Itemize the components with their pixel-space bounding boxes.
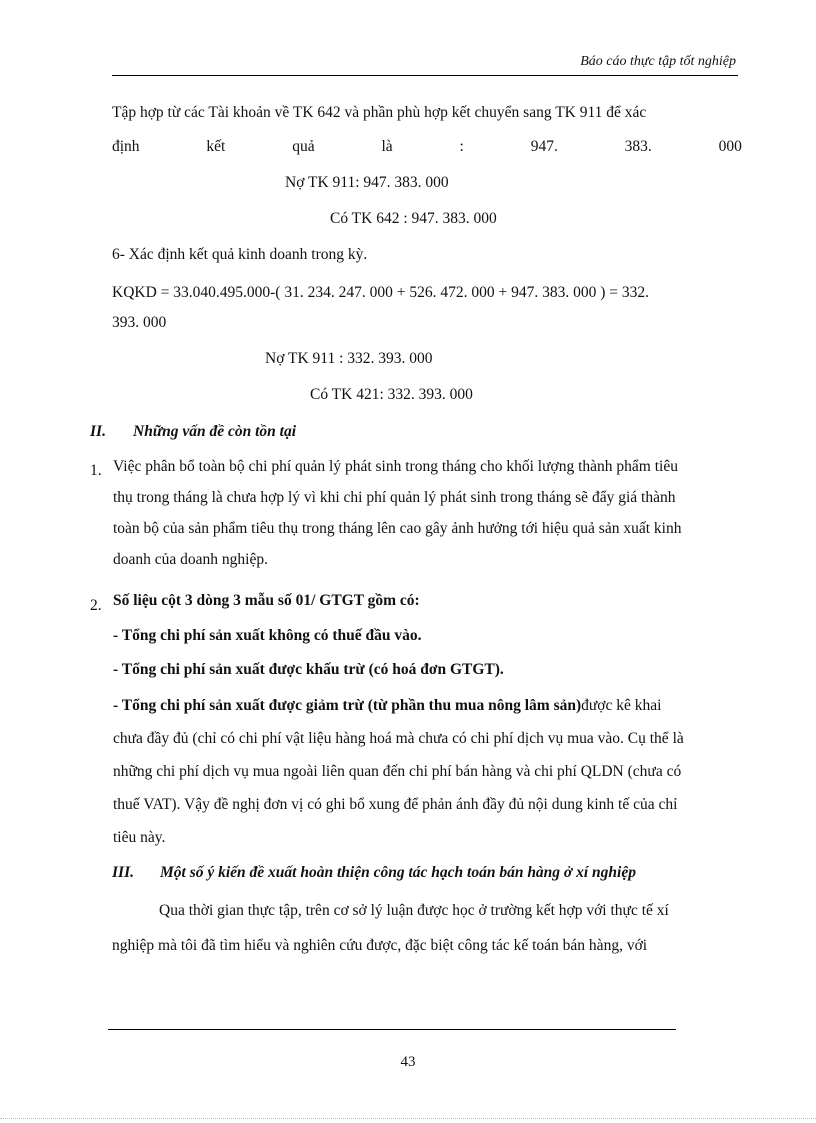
page-number: 43: [400, 1054, 416, 1070]
item-2-bullet-2: - Tổng chi phí sản xuất được khấu trừ (có hoá đơn GTGT).: [113, 661, 504, 678]
result-entry-debit: Nợ TK 911 : 332. 393. 000: [265, 350, 433, 367]
item-1-line: thụ trong tháng là chưa hợp lý vì khi chi phí quản lý phát sinh trong tháng sẽ đẩy giá thành: [113, 489, 676, 506]
item-1-line: doanh của doanh nghiệp.: [113, 551, 268, 568]
item-2-number: 2.: [90, 597, 102, 614]
section-6-heading: 6- Xác định kết quả kinh doanh trong kỳ.: [112, 246, 368, 263]
bullet-3-bold-text: - Tổng chi phí sản xuất được giảm trừ (từ phần thu mua nông lâm sản): [113, 697, 582, 714]
item-2-line: thuế VAT). Vậy đề nghị đơn vị có ghi bổ xung để phản ánh đầy đủ nội dung kinh tế của chỉ: [113, 796, 678, 813]
section-3-numeral: III.: [112, 864, 134, 881]
intro-word: định: [112, 138, 140, 155]
intro-word: là: [381, 138, 393, 155]
item-2-bullet-1: - Tổng chi phí sản xuất không có thuế đầu vào.: [113, 627, 422, 644]
running-header: Báo cáo thực tập tốt nghiệp: [580, 54, 736, 69]
result-entry-credit: Có TK 421: 332. 393. 000: [310, 386, 473, 403]
item-1-line: Việc phân bổ toàn bộ chi phí quản lý phát sinh trong tháng cho khối lượng thành phẩm tiêu: [113, 458, 678, 475]
intro-word: quả: [292, 138, 315, 155]
bullet-3-rest-text: được kê khai: [581, 697, 662, 714]
page-edge-dotted-line: [0, 1118, 816, 1119]
journal-entry-credit: Có TK 642 : 947. 383. 000: [330, 210, 497, 227]
footer-rule: [108, 1029, 676, 1030]
item-2-line: chưa đầy đủ (chỉ có chi phí vật liệu hàng hoá mà chưa có chi phí dịch vụ mua vào. Cụ thể là: [113, 730, 684, 747]
journal-entry-debit: Nợ TK 911: 947. 383. 000: [285, 174, 449, 191]
intro-word: 383.: [624, 138, 652, 155]
formula-line-1: KQKD = 33.040.495.000-( 31. 234. 247. 000 + 526. 472. 000 + 947. 383. 000 ) = 332.: [112, 284, 649, 301]
item-1-number: 1.: [90, 462, 102, 479]
section-3-title: Một số ý kiến đề xuất hoàn thiện công tác hạch toán bán hàng ở xí nghiệp: [160, 864, 636, 881]
section-3-line: nghiệp mà tôi đã tìm hiểu và nghiên cứu được, đặc biệt công tác kế toán bán hàng, với: [112, 937, 648, 954]
intro-word: :: [459, 138, 464, 155]
intro-line-1: Tập hợp từ các Tài khoản về TK 642 và phần phù hợp kết chuyển sang TK 911 để xác: [112, 104, 647, 121]
section-2-numeral: II.: [90, 423, 106, 440]
section-3-line: Qua thời gian thực tập, trên cơ sở lý luận được học ở trường kết hợp với thực tế xí: [159, 902, 669, 919]
item-2-bullet-3: [113, 697, 661, 715]
item-2-heading: Số liệu cột 3 dòng 3 mẫu số 01/ GTGT gồm có:: [113, 592, 420, 609]
section-2-title: Những vấn đề còn tồn tại: [133, 423, 297, 440]
intro-word: kết: [206, 138, 226, 155]
formula-line-2: 393. 000: [112, 314, 167, 331]
item-2-line: những chi phí dịch vụ mua ngoài liên quan đến chi phí bán hàng và chi phí QLDN (chưa có: [113, 763, 682, 780]
intro-line-2: [112, 138, 742, 156]
item-1-line: toàn bộ của sản phẩm tiêu thụ trong tháng lên cao gây ảnh hưởng tới hiệu quả sản xuất kinh: [113, 520, 682, 537]
intro-word: 947.: [530, 138, 558, 155]
header-rule: [112, 75, 738, 76]
intro-word: 000: [718, 138, 742, 155]
item-2-line: tiêu này.: [113, 829, 166, 846]
